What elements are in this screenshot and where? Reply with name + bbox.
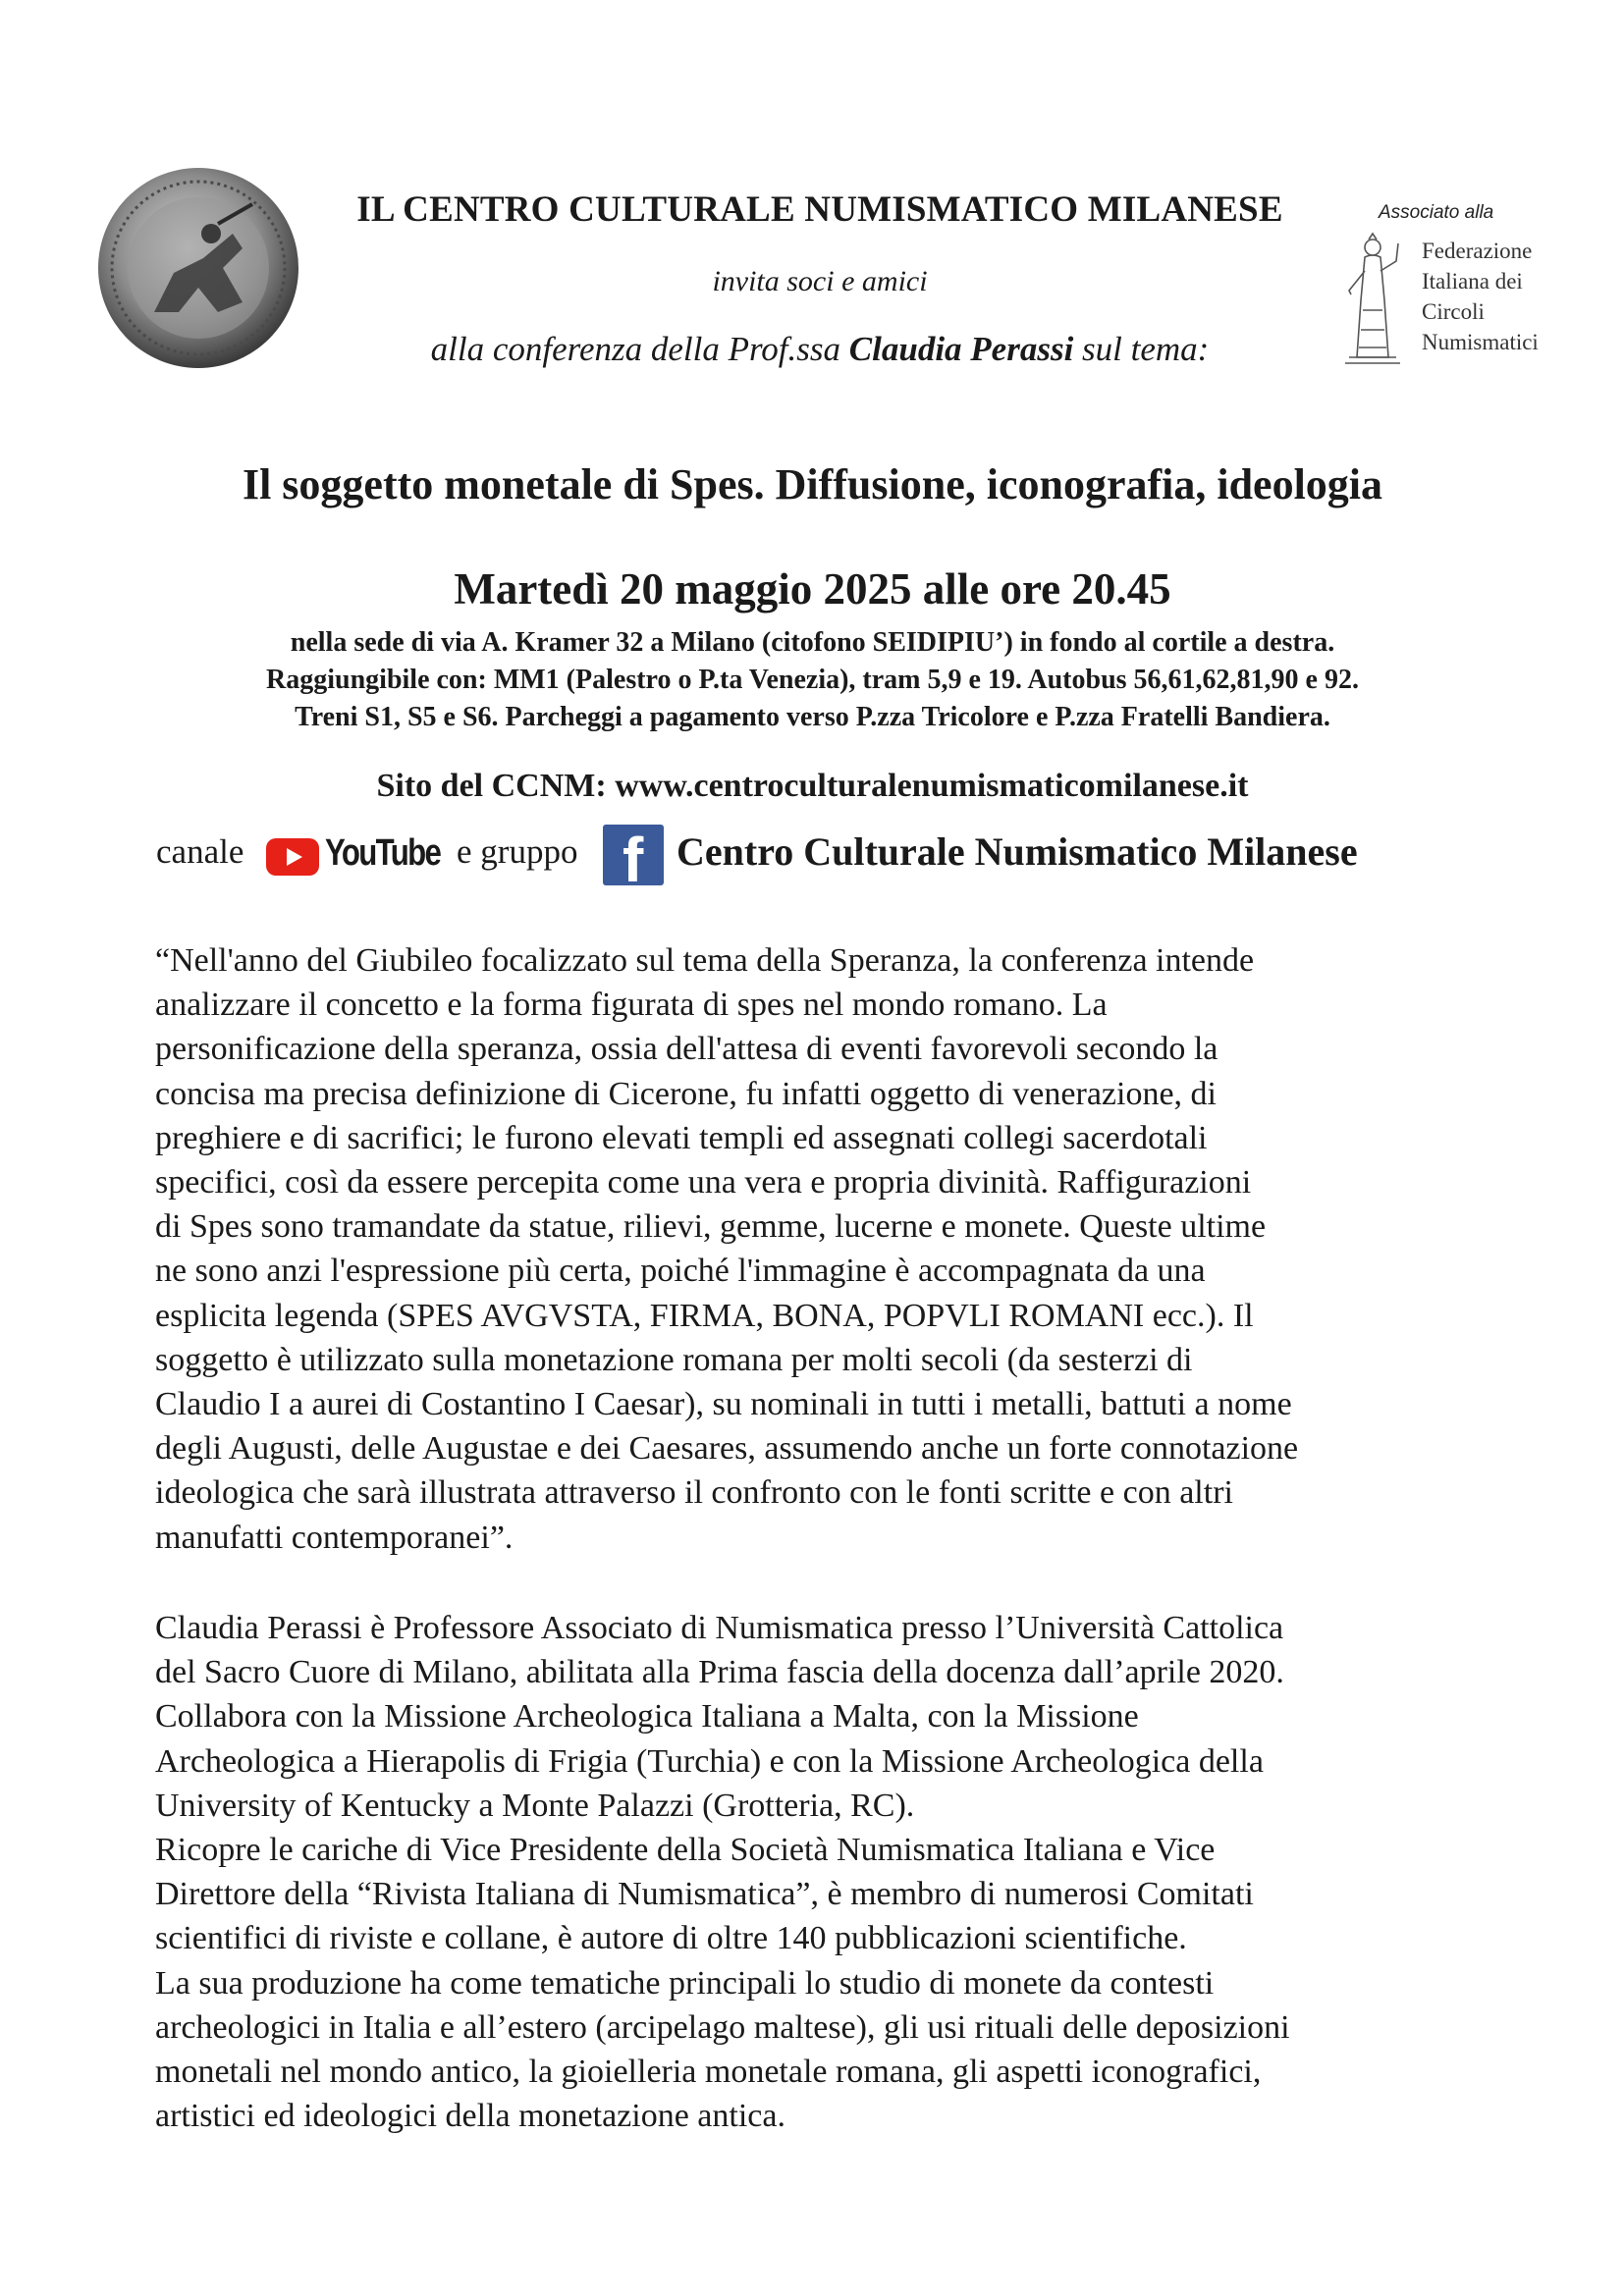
e-gruppo-label: e gruppo xyxy=(457,832,578,871)
federation-name-line: Federazione xyxy=(1422,239,1533,263)
abstract-line: ne sono anzi l'espressione più certa, poiché l'immagine è accompagnata da una xyxy=(155,1253,1206,1290)
statue-logo-icon xyxy=(1339,232,1406,369)
abstract-paragraph xyxy=(155,938,1530,1560)
youtube-link[interactable] xyxy=(266,834,448,880)
venue-line: Raggiungibile con: MM1 (Palestro o P.ta Venezia), tram 5,9 e 19. Autobus 56,61,62,81,90 e 92. xyxy=(266,665,1359,695)
bio-line: archeologici in Italia e all’estero (arcipelago maltese), gli usi rituali delle deposizioni xyxy=(155,2008,1290,2046)
abstract-line: manufatti contemporanei”. xyxy=(155,1519,514,1556)
facebook-letter: f xyxy=(623,825,644,885)
federation-name-line: Circoli xyxy=(1422,299,1485,324)
federation-name-line: Italiana dei xyxy=(1422,269,1523,294)
venue-info xyxy=(98,624,1527,736)
event-date: Martedì 20 maggio 2025 alle ore 20.45 xyxy=(454,564,1171,614)
abstract-line: personificazione della speranza, ossia dell'attesa di eventi favorevoli secondo la xyxy=(155,1031,1218,1068)
abstract-line: “Nell'anno del Giubileo focalizzato sul tema della Speranza, la conferenza intende xyxy=(155,942,1255,979)
federation-name-line: Numismatici xyxy=(1422,330,1539,354)
bio-line: Archeologica a Hierapolis di Frigia (Turchia) e con la Missione Archeologica della xyxy=(155,1742,1264,1780)
bio-line: scientifici di riviste e collane, è autore di oltre 140 pubblicazioni scientifiche. xyxy=(155,1920,1187,1957)
abstract-line: esplicita legenda (SPES AVGVSTA, FIRMA, BONA, POPVLI ROMANI ecc.). Il xyxy=(155,1297,1254,1334)
youtube-wordmark: YouTube xyxy=(325,832,441,874)
federation-logo xyxy=(1337,196,1548,373)
abstract-line: preghiere e di sacrifici; le furono elevati templi ed assegnati collegi sacerdotali xyxy=(155,1119,1208,1156)
abstract-line: degli Augusti, delle Augustae e dei Caesares, assumendo anche un forte connotazione xyxy=(155,1430,1299,1468)
federation-name xyxy=(1422,236,1539,357)
social-links xyxy=(156,827,1531,895)
invitation-line: invita soci e amici xyxy=(712,265,928,297)
youtube-play-icon xyxy=(266,838,319,876)
abstract-line: specifici, così da essere percepita come una vera e propria divinità. Raffigurazioni xyxy=(155,1164,1252,1201)
bio-line: La sua produzione ha come tematiche principali lo studio di monete da contesti xyxy=(155,1964,1215,2002)
organization-name: IL CENTRO CULTURALE NUMISMATICO MILANESE xyxy=(356,189,1283,230)
speaker-name: Claudia Perassi xyxy=(848,330,1074,368)
abstract-line: di Spes sono tramandate da statue, rilievi, gemme, lucerne e monete. Queste ultime xyxy=(155,1208,1267,1246)
bio-line: Ricopre le cariche di Vice Presidente della Società Numismatica Italiana e Vice xyxy=(155,1832,1216,1869)
website-line[interactable]: Sito del CCNM: www.centroculturalenumismaticomilanese.it xyxy=(376,768,1249,804)
bio-line: monetali nel mondo antico, la gioielleria monetale romana, gli aspetti iconografici, xyxy=(155,2054,1262,2091)
facebook-f-icon[interactable] xyxy=(603,825,664,885)
bio-line: Claudia Perassi è Professore Associato di Numismatica presso l’Università Cattolica xyxy=(155,1610,1284,1646)
coin-sant-ambrogio-icon xyxy=(95,165,301,371)
abstract-line: analizzare il concetto e la forma figurata di spes nel mondo romano. La xyxy=(155,987,1108,1024)
abstract-line: Claudio I a aurei di Costantino I Caesar), su nominali in tutti i metalli, battuti a nome xyxy=(155,1386,1292,1423)
speaker-bio xyxy=(155,1606,1549,2138)
canale-label: canale xyxy=(156,832,244,871)
talk-title: Il soggetto monetale di Spes. Diffusione, iconografia, ideologia xyxy=(242,460,1383,508)
federation-associated-label: Associato alla xyxy=(1379,202,1494,223)
bio-line: University of Kentucky a Monte Palazzi (Grotteria, RC). xyxy=(155,1787,915,1824)
facebook-group-name[interactable]: Centro Culturale Numismatico Milanese xyxy=(677,829,1358,874)
abstract-line: ideologica che sarà illustrata attraverso il confronto con le fonti scritte e con altri xyxy=(155,1474,1233,1512)
bio-line: Direttore della “Rivista Italiana di Numismatica”, è membro di numerosi Comitati xyxy=(155,1876,1254,1913)
bio-line: Collabora con la Missione Archeologica Italiana a Malta, con la Missione xyxy=(155,1698,1139,1735)
venue-line: nella sede di via A. Kramer 32 a Milano (citofono SEIDIPIU’) in fondo al cortile a destra. xyxy=(290,627,1335,658)
bio-line: del Sacro Cuore di Milano, abilitata alla Prima fascia della docenza dall’aprile 2020. xyxy=(155,1654,1284,1691)
conference-line xyxy=(324,330,1316,369)
abstract-line: concisa ma precisa definizione di Cicerone, fu infatti oggetto di venerazione, di xyxy=(155,1075,1217,1112)
bio-line: artistici ed ideologici della monetazione antica. xyxy=(155,2098,785,2135)
conference-suffix: sul tema: xyxy=(1073,330,1210,368)
venue-line: Treni S1, S5 e S6. Parcheggi a pagamento verso P.zza Tricolore e P.zza Fratelli Bandiera. xyxy=(295,702,1330,732)
abstract-line: soggetto è utilizzato sulla monetazione romana per molti secoli (da sesterzi di xyxy=(155,1341,1193,1378)
conference-prefix: alla conferenza della Prof.ssa xyxy=(430,330,849,368)
